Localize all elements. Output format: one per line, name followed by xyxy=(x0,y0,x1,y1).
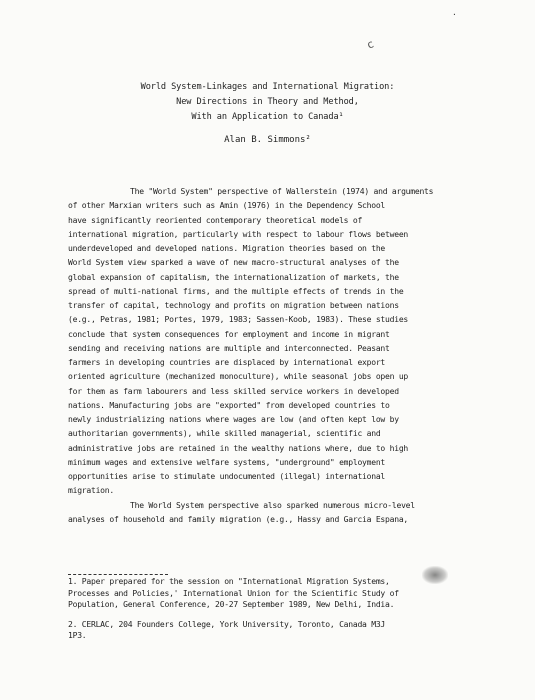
text-line: for them as farm labourers and less skilled service workers in developed xyxy=(68,386,399,396)
stray-pen-mark: c xyxy=(364,37,376,52)
text-line: (e.g., Petras, 1981; Portes, 1979, 1983; Sassen-Koob, 1983). These studies xyxy=(68,315,409,325)
title-line-3: With an Application to Canada¹ xyxy=(191,112,344,122)
text-line: conclude that system consequences for employment and income in migrant xyxy=(68,329,390,339)
author-name: Alan B. Simmons² xyxy=(224,135,311,145)
footnote-2 xyxy=(68,619,488,642)
footnotes xyxy=(68,576,488,650)
text-line: The World System perspective also sparked numerous micro-level xyxy=(130,500,415,510)
text-line: newly industrializing nations where wages are low (and often kept low by xyxy=(68,415,399,424)
text-line: spread of multi-national firms, and the multiple effects of trends in the xyxy=(68,286,404,296)
paragraph-1 xyxy=(68,185,468,499)
text-line: administrative jobs are retained in the wealthy nations where, due to high xyxy=(68,443,409,453)
footnote-line: 1P3. xyxy=(68,631,87,640)
text-line: analyses of household and family migration (e.g., Hassy and Garcia Espana, xyxy=(68,514,409,524)
text-line: global expansion of capitalism, the internationalization of markets, the xyxy=(68,272,399,282)
text-line: underdeveloped and developed nations. Migration theories based on the xyxy=(68,244,386,253)
text-line: sending and receiving nations are multiple and interconnected. Peasant xyxy=(68,343,390,353)
text-line: farmers in developing countries are displaced by international export xyxy=(68,358,386,367)
text-line: of other Marxian writers such as Amin (1976) in the Dependency School xyxy=(68,201,386,211)
footnote-separator xyxy=(68,574,168,575)
title-line-2: New Directions in Theory and Method, xyxy=(176,97,359,107)
paragraph-2 xyxy=(68,499,468,528)
footnote-line: Processes and Policies,' International Union for the Scientific Study of xyxy=(68,588,399,598)
text-line: authoritarian governments), while skilled managerial, scientific and xyxy=(68,429,381,439)
footnote-line: 2. CERLAC, 204 Founders College, York University, Toronto, Canada M3J xyxy=(68,619,386,629)
text-line: have significantly reoriented contemporary theoretical models of xyxy=(68,215,363,225)
footnote-line: 1. Paper prepared for the session on "International Migration Systems, xyxy=(68,577,390,586)
text-line: international migration, particularly with respect to labour flows between xyxy=(68,229,409,239)
text-line: oriented agriculture (mechanized monoculture), while seasonal jobs open up xyxy=(68,372,409,382)
text-line: minimum wages and extensive welfare systems, "underground" employment xyxy=(68,457,386,467)
stray-dot-mark: · xyxy=(452,10,457,19)
text-line: transfer of capital, technology and profits on migration between nations xyxy=(68,301,399,310)
body-text xyxy=(68,185,468,527)
text-line: World System view sparked a wave of new macro-structural analyses of the xyxy=(68,258,399,268)
text-line: nations. Manufacturing jobs are "exported" from developed countries to xyxy=(68,400,390,410)
footnote-line: Population, General Conference, 20-27 September 1989, New Delhi, India. xyxy=(68,600,395,609)
text-line: opportunities arise to stimulate undocumented (illegal) international xyxy=(68,472,386,481)
text-line: The "World System" perspective of Wallerstein (1974) and arguments xyxy=(130,187,434,196)
title-line-1: World System-Linkages and International Migration: xyxy=(140,82,395,92)
footnote-1 xyxy=(68,576,488,611)
text-line: migration. xyxy=(68,486,114,496)
paper-title xyxy=(0,80,535,125)
